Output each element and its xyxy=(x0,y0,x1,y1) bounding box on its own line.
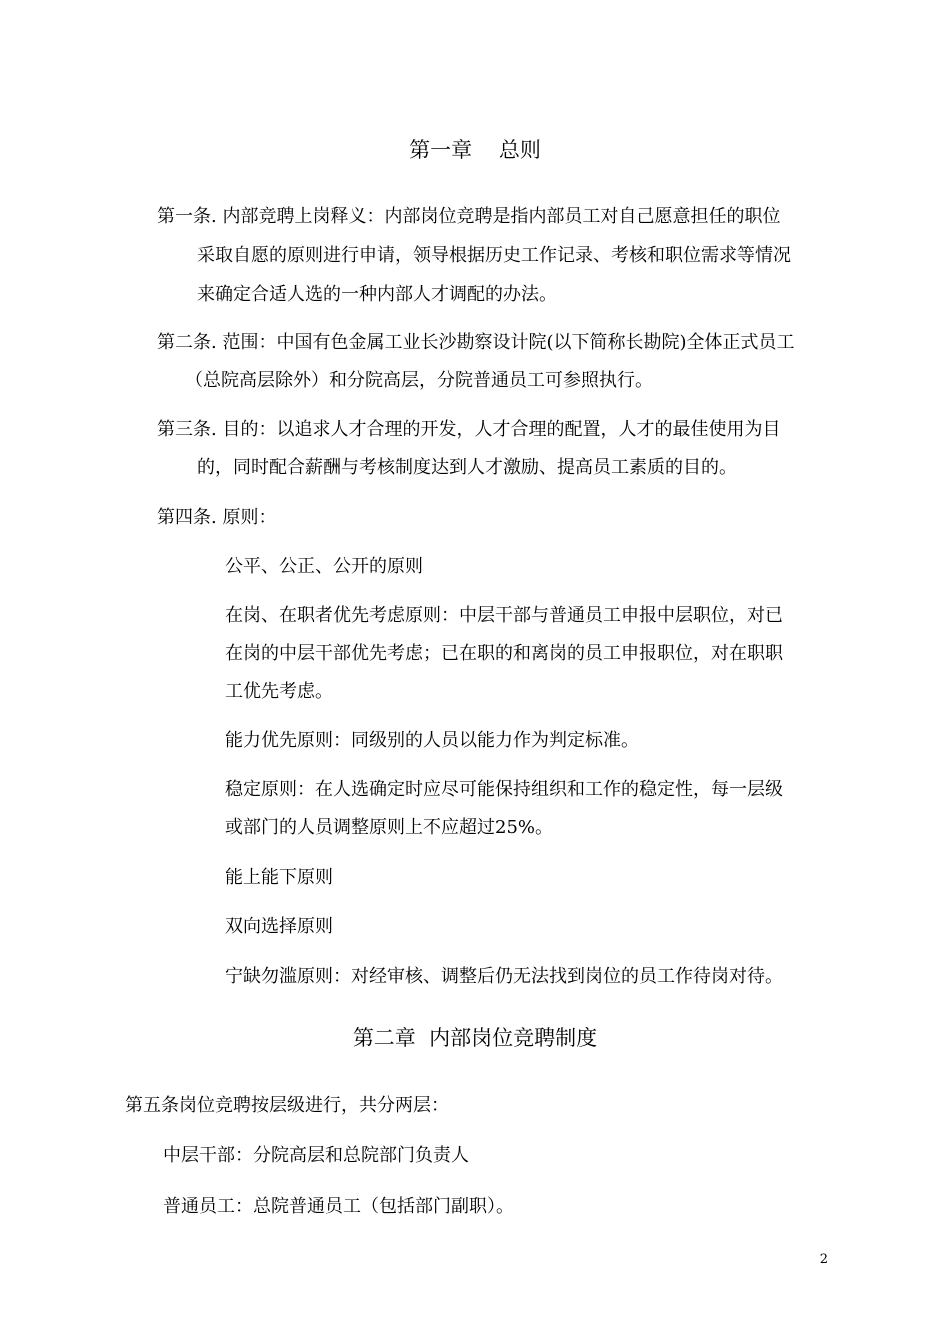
article-4-title: 第四条. 原则： xyxy=(157,507,277,528)
chapter-1-title: 第一章 总则 xyxy=(409,138,541,162)
article-3-line-2: 的，同时配合薪酬与考核制度达到人才激励、提高员工素质的目的。 xyxy=(197,457,737,478)
principle-quality: 宁缺勿滥原则：对经审核、调整后仍无法找到岗位的员工作待岗对待。 xyxy=(225,966,783,987)
article-1-line-3: 来确定合适人选的一种内部人才调配的办法。 xyxy=(197,284,557,305)
principle-two-way: 双向选择原则 xyxy=(225,916,333,937)
article-1-line-2: 采取自愿的原则进行申请，领导根据历史工作记录、考核和职位需求等情况 xyxy=(197,245,791,266)
principle-stability-line-2: 或部门的人员调整原则上不应超过25%。 xyxy=(225,817,554,838)
principle-incumbent-line-2: 在岗的中层干部优先考虑；已在职的和离岗的员工申报职位，对在职职 xyxy=(225,643,783,664)
article-5-title: 第五条岗位竞聘按层级进行，共分两层： xyxy=(125,1095,449,1116)
chapter-2-title: 第二章 内部岗位竞聘制度 xyxy=(352,1026,598,1050)
article-3-line-1: 第三条. 目的：以追求人才合理的开发，人才合理的配置，人才的最佳使用为目 xyxy=(157,419,781,440)
principle-incumbent-line-3: 工优先考虑。 xyxy=(225,681,333,702)
article-1-line-1: 第一条. 内部竞聘上岗释义：内部岗位竞聘是指内部员工对自己愿意担任的职位 xyxy=(157,206,781,227)
principle-stability-line-1: 稳定原则：在人选确定时应尽可能保持组织和工作的稳定性，每一层级 xyxy=(225,779,783,800)
article-2-line-2: （总院高层除外）和分院高层，分院普通员工可参照执行。 xyxy=(185,370,653,391)
level-middle-management: 中层干部：分院高层和总院部门负责人 xyxy=(163,1145,469,1166)
principle-incumbent-line-1: 在岗、在职者优先考虑原则：中层干部与普通员工申报中层职位，对已 xyxy=(225,605,783,626)
article-2-line-1: 第二条. 范围：中国有色金属工业长沙勘察设计院(以下简称长勘院)全体正式员工 xyxy=(157,332,795,353)
principle-ability: 能力优先原则：同级别的人员以能力作为判定标准。 xyxy=(225,730,639,751)
principle-up-down: 能上能下原则 xyxy=(225,867,333,888)
level-ordinary-staff: 普通员工：总院普通员工（包括部门副职）。 xyxy=(163,1196,514,1217)
principle-fairness: 公平、公正、公开的原则 xyxy=(225,556,423,577)
page-number: 2 xyxy=(819,1252,828,1267)
